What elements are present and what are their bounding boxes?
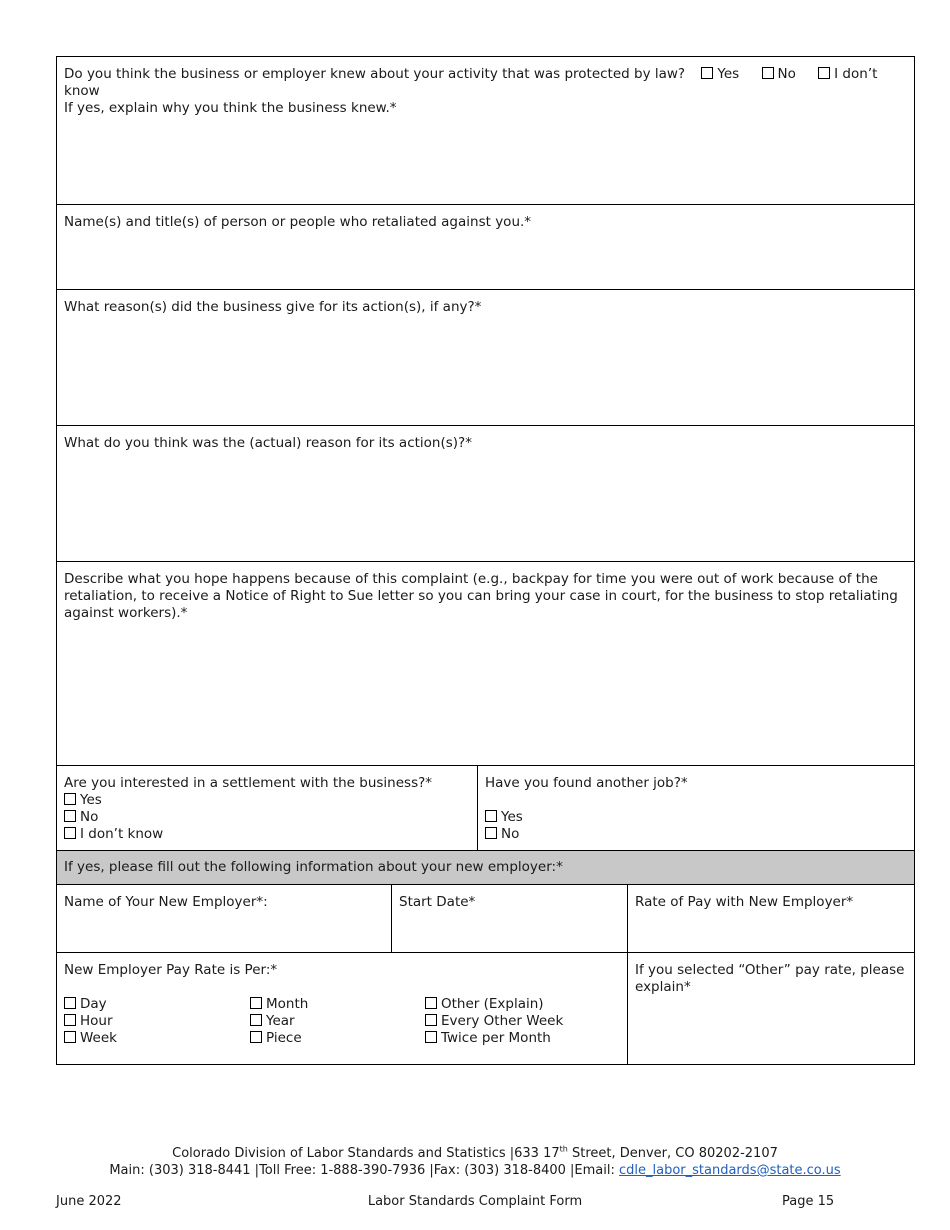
new-employer-fields-row (57, 885, 914, 953)
footer-address: Colorado Division of Labor Standards and Statistics |633 17th Street, Denver, CO 80202-2107 (172, 1144, 778, 1161)
pay-twice-month-option[interactable]: Twice per Month (425, 1030, 563, 1047)
settlement-cell (57, 766, 477, 850)
rate-of-pay-field[interactable]: Rate of Pay with New Employer* (627, 885, 914, 952)
email-link[interactable]: cdle_labor_standards@state.co.us (619, 1163, 841, 1178)
knew-dont-know-checkbox[interactable] (818, 67, 830, 79)
footer-date: June 2022 (56, 1194, 122, 1209)
start-date-field[interactable]: Start Date* (391, 885, 627, 952)
pay-day-checkbox[interactable] (64, 997, 76, 1009)
pay-hour-option[interactable]: Hour (64, 1013, 250, 1030)
new-job-yes-option[interactable]: Yes (485, 809, 907, 826)
new-job-yes-checkbox[interactable] (485, 810, 497, 822)
actual-reason-label: What do you think was the (actual) reason for its action(s)?* (64, 435, 472, 451)
knew-activity-row (57, 57, 914, 205)
new-job-no-option[interactable]: No (485, 826, 907, 843)
settlement-yes-checkbox[interactable] (64, 793, 76, 805)
other-pay-explain-field[interactable]: If you selected “Other” pay rate, please explain* (627, 953, 914, 1064)
knew-activity-question: Do you think the business or employer knew about your activity that was protected by law? (64, 66, 686, 82)
pay-every-other-week-option[interactable]: Every Other Week (425, 1013, 563, 1030)
pay-hour-checkbox[interactable] (64, 1014, 76, 1026)
settlement-yes-option[interactable]: Yes (64, 792, 470, 809)
pay-year-option[interactable]: Year (250, 1013, 425, 1030)
knew-no-option[interactable]: No (762, 66, 796, 82)
complaint-form-table (56, 56, 915, 1065)
pay-week-option[interactable]: Week (64, 1030, 250, 1047)
actual-reason-row[interactable] (57, 426, 914, 562)
pay-week-checkbox[interactable] (64, 1031, 76, 1043)
new-job-question: Have you found another job?* (485, 775, 688, 791)
pay-other-checkbox[interactable] (425, 997, 437, 1009)
knew-activity-followup: If yes, explain why you think the business knew.* (64, 100, 397, 116)
pay-rate-row (57, 953, 914, 1065)
pay-twice-month-checkbox[interactable] (425, 1031, 437, 1043)
pay-every-other-week-checkbox[interactable] (425, 1014, 437, 1026)
knew-dont-know-option[interactable]: I don’t know (64, 66, 878, 99)
settlement-dont-know-option[interactable]: I don’t know (64, 826, 470, 843)
hope-outcome-row[interactable] (57, 562, 914, 766)
pay-other-option[interactable]: Other (Explain) (425, 996, 563, 1013)
pay-piece-checkbox[interactable] (250, 1031, 262, 1043)
knew-yes-option[interactable]: Yes (701, 66, 739, 82)
footer-contact: Main: (303) 318-8441 |Toll Free: 1-888-390-7936 |Fax: (303) 318-8400 |Email: cdle_labor_standards@state.co.us (109, 1163, 841, 1178)
pay-day-option[interactable]: Day (64, 996, 250, 1013)
settlement-dont-know-checkbox[interactable] (64, 827, 76, 839)
new-employer-header: If yes, please fill out the following information about your new employer:* (64, 859, 563, 875)
pay-year-checkbox[interactable] (250, 1014, 262, 1026)
retaliators-row[interactable] (57, 205, 914, 290)
settlement-no-option[interactable]: No (64, 809, 470, 826)
footer-form-name: Labor Standards Complaint Form (367, 1194, 583, 1209)
pay-rate-question: New Employer Pay Rate is Per:* (64, 962, 278, 978)
new-employer-header-row (57, 851, 914, 885)
footer-page-number: Page 15 (782, 1194, 835, 1209)
new-employer-name-field[interactable]: Name of Your New Employer*: (64, 894, 268, 910)
reason-given-row[interactable] (57, 290, 914, 426)
knew-yes-checkbox[interactable] (701, 67, 713, 79)
new-job-cell (477, 766, 914, 850)
retaliators-label: Name(s) and title(s) of person or people who retaliated against you.* (64, 214, 532, 230)
pay-month-option[interactable]: Month (250, 996, 425, 1013)
hope-outcome-label: Describe what you hope happens because of this complaint (e.g., backpay for time you were out of work because of the retaliation, to receive a Notice of Right to Sue letter so you can bring your case in court, for the business to stop retaliating against workers).* (64, 571, 898, 621)
pay-month-checkbox[interactable] (250, 997, 262, 1009)
settlement-question: Are you interested in a settlement with the business?* (64, 775, 433, 791)
knew-no-checkbox[interactable] (762, 67, 774, 79)
settlement-no-checkbox[interactable] (64, 810, 76, 822)
reason-given-label: What reason(s) did the business give for its action(s), if any?* (64, 299, 482, 315)
pay-piece-option[interactable]: Piece (250, 1030, 425, 1047)
new-job-no-checkbox[interactable] (485, 827, 497, 839)
pay-rate-cell (57, 953, 627, 1064)
settlement-job-row (57, 766, 914, 851)
